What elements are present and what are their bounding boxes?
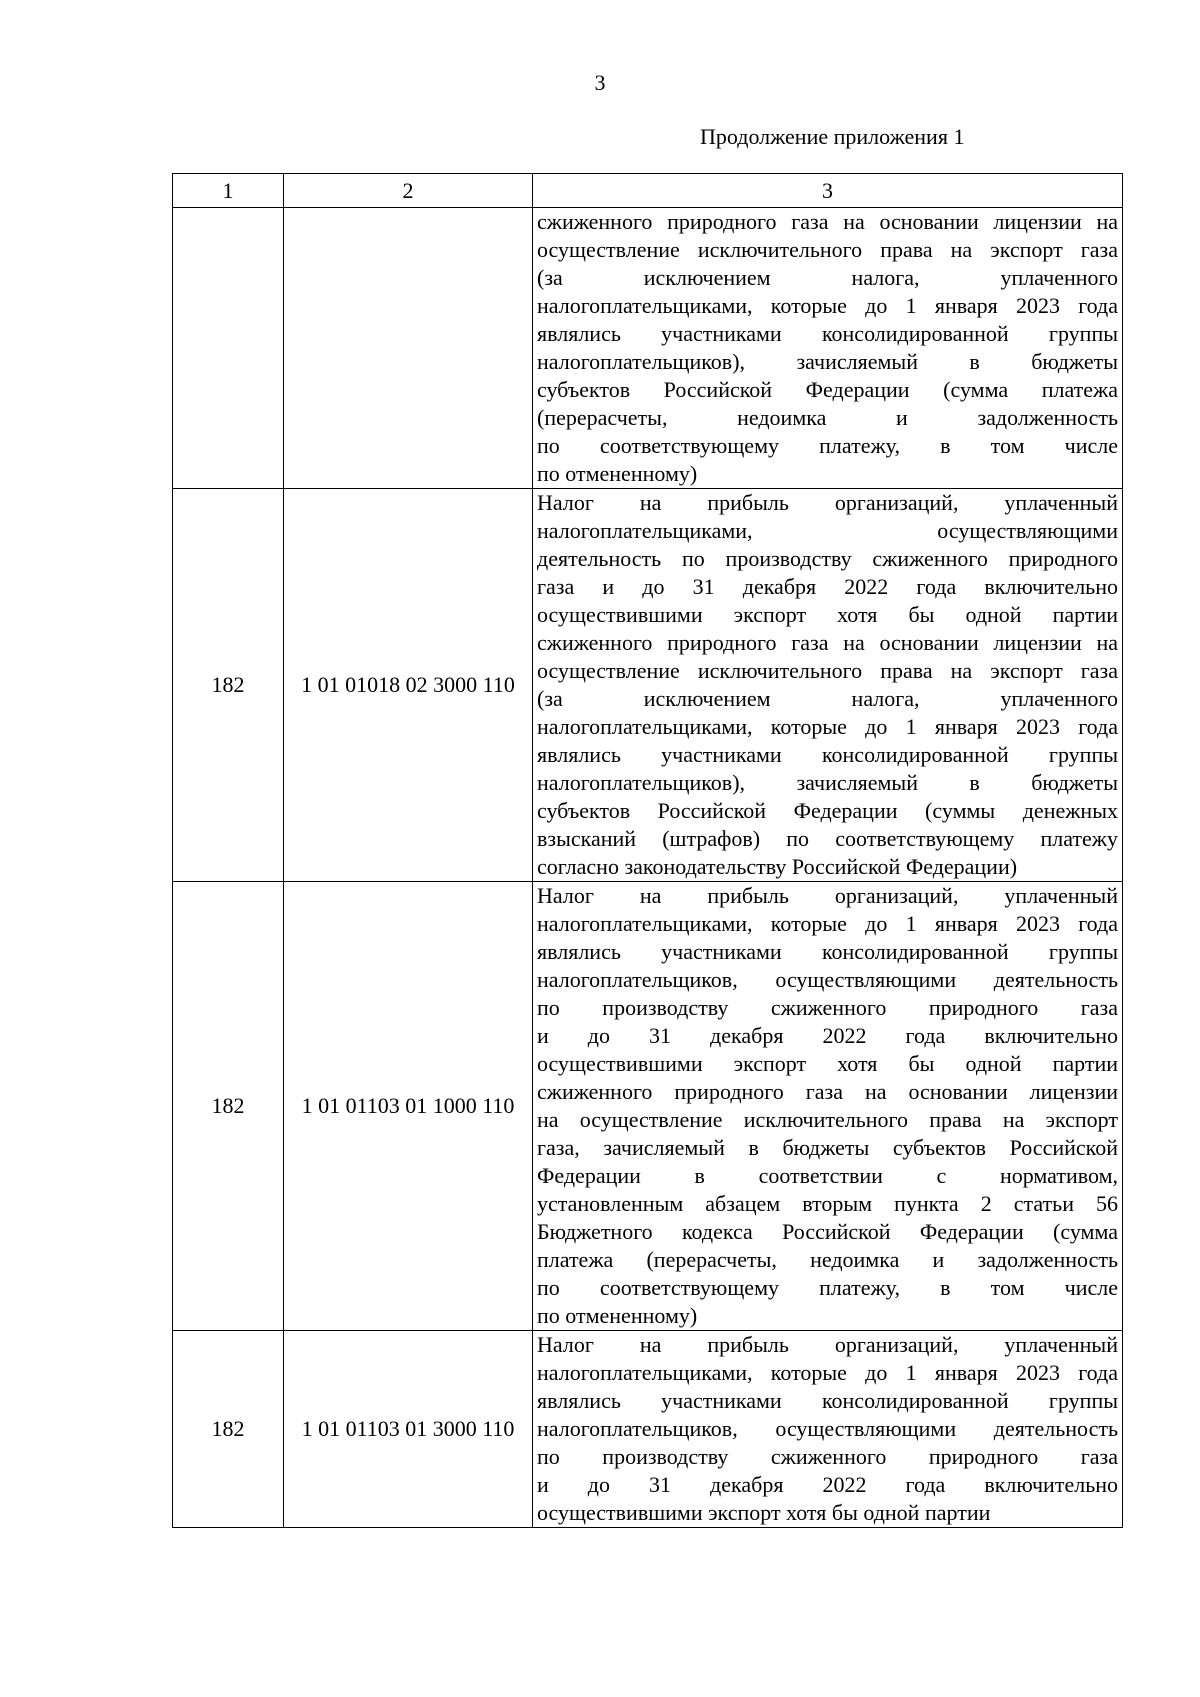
description-line: по соответствующему платежу, в том числе — [537, 433, 1118, 458]
description-line: на осуществление исключительного права на экспорт — [537, 1107, 1118, 1132]
description-line: налогоплательщиками, которые до 1 января 2023 года — [537, 911, 1118, 936]
description-line: осуществившими экспорт хотя бы одной партии — [537, 1051, 1118, 1076]
description-line: Налог на прибыль организаций, уплаченный — [537, 490, 1118, 515]
income-description-cell — [533, 882, 1123, 1331]
budget-codes-table — [172, 173, 1123, 1528]
description-line: осуществившими экспорт хотя бы одной партии — [537, 1500, 991, 1525]
description-line: по производству сжиженного природного газа — [537, 1444, 1118, 1469]
budget-classification-code-cell: 1 01 01103 01 3000 110 — [284, 1331, 533, 1528]
income-description — [533, 208, 1122, 488]
description-line: газа и до 31 декабря 2022 года включительно — [537, 574, 1118, 599]
income-description-cell — [533, 489, 1123, 882]
description-line: налогоплательщиков), зачисляемый в бюджеты — [537, 349, 1118, 374]
income-description-cell — [533, 1331, 1123, 1528]
description-line: и до 31 декабря 2022 года включительно — [537, 1472, 1118, 1497]
description-line: налогоплательщиков, осуществляющими деятельность — [537, 1416, 1118, 1441]
payer-code-cell: 182 — [173, 882, 284, 1331]
description-line: осуществление исключительного права на экспорт газа — [537, 237, 1118, 262]
description-line: налогоплательщиков, осуществляющими деятельность — [537, 967, 1118, 992]
description-line: сжиженного природного газа на основании лицензии на — [537, 209, 1118, 234]
table-row — [173, 208, 1123, 489]
payer-code-cell — [173, 208, 284, 489]
budget-classification-code-cell — [284, 208, 533, 489]
description-line: налогоплательщиками, которые до 1 января 2023 года — [537, 293, 1118, 318]
header-col-1: 1 — [173, 174, 284, 208]
table-header-row — [173, 174, 1123, 208]
description-line: являлись участниками консолидированной группы — [537, 742, 1118, 767]
budget-classification-code-cell: 1 01 01103 01 1000 110 — [284, 882, 533, 1331]
appendix-continuation-label: Продолжение приложения 1 — [700, 124, 965, 149]
description-line: по отмененному) — [537, 1303, 698, 1328]
header-col-3: 3 — [533, 174, 1123, 208]
description-line: налогоплательщиками, которые до 1 января 2023 года — [537, 714, 1118, 739]
description-line: газа, зачисляемый в бюджеты субъектов Российской — [537, 1135, 1118, 1160]
table-row — [173, 489, 1123, 882]
description-line: Федерации в соответствии с нормативом, — [537, 1163, 1118, 1188]
table-row — [173, 1331, 1123, 1528]
budget-classification-code-cell: 1 01 01018 02 3000 110 — [284, 489, 533, 882]
page-number: 3 — [594, 70, 606, 95]
description-line: (за исключением налога, уплаченного — [537, 686, 1118, 711]
income-description — [533, 1331, 1122, 1527]
income-description — [533, 489, 1122, 881]
income-description-cell — [533, 208, 1123, 489]
table-row — [173, 882, 1123, 1331]
payer-code-cell: 182 — [173, 1331, 284, 1528]
description-line: согласно законодательству Российской Федерации) — [537, 854, 1018, 879]
description-line: Бюджетного кодекса Российской Федерации (сумма — [537, 1219, 1118, 1244]
description-line: и до 31 декабря 2022 года включительно — [537, 1023, 1118, 1048]
description-line: осуществившими экспорт хотя бы одной партии — [537, 602, 1118, 627]
description-line: сжиженного природного газа на основании лицензии — [537, 1079, 1118, 1104]
description-line: деятельность по производству сжиженного природного — [537, 546, 1118, 571]
description-line: налогоплательщиками, осуществляющими — [537, 518, 1118, 543]
description-line: являлись участниками консолидированной группы — [537, 321, 1118, 346]
description-line: сжиженного природного газа на основании лицензии на — [537, 630, 1118, 655]
description-line: (перерасчеты, недоимка и задолженность — [537, 405, 1118, 430]
payer-code-cell: 182 — [173, 489, 284, 882]
description-line: являлись участниками консолидированной группы — [537, 1388, 1118, 1413]
description-line: осуществление исключительного права на экспорт газа — [537, 658, 1118, 683]
description-line: являлись участниками консолидированной группы — [537, 939, 1118, 964]
description-line: по отмененному) — [537, 461, 698, 486]
description-line: по производству сжиженного природного газа — [537, 995, 1118, 1020]
description-line: субъектов Российской Федерации (сумма платежа — [537, 377, 1118, 402]
description-line: по соответствующему платежу, в том числе — [537, 1275, 1118, 1300]
description-line: налогоплательщиков), зачисляемый в бюджеты — [537, 770, 1118, 795]
description-line: субъектов Российской Федерации (суммы денежных — [537, 798, 1118, 823]
income-description — [533, 882, 1122, 1330]
header-col-2: 2 — [284, 174, 533, 208]
description-line: установленным абзацем вторым пункта 2 статьи 56 — [537, 1191, 1118, 1216]
description-line: платежа (перерасчеты, недоимка и задолженность — [537, 1247, 1118, 1272]
description-line: Налог на прибыль организаций, уплаченный — [537, 883, 1118, 908]
description-line: (за исключением налога, уплаченного — [537, 265, 1118, 290]
description-line: налогоплательщиками, которые до 1 января 2023 года — [537, 1360, 1118, 1385]
description-line: взысканий (штрафов) по соответствующему платежу — [537, 826, 1118, 851]
description-line: Налог на прибыль организаций, уплаченный — [537, 1332, 1118, 1357]
